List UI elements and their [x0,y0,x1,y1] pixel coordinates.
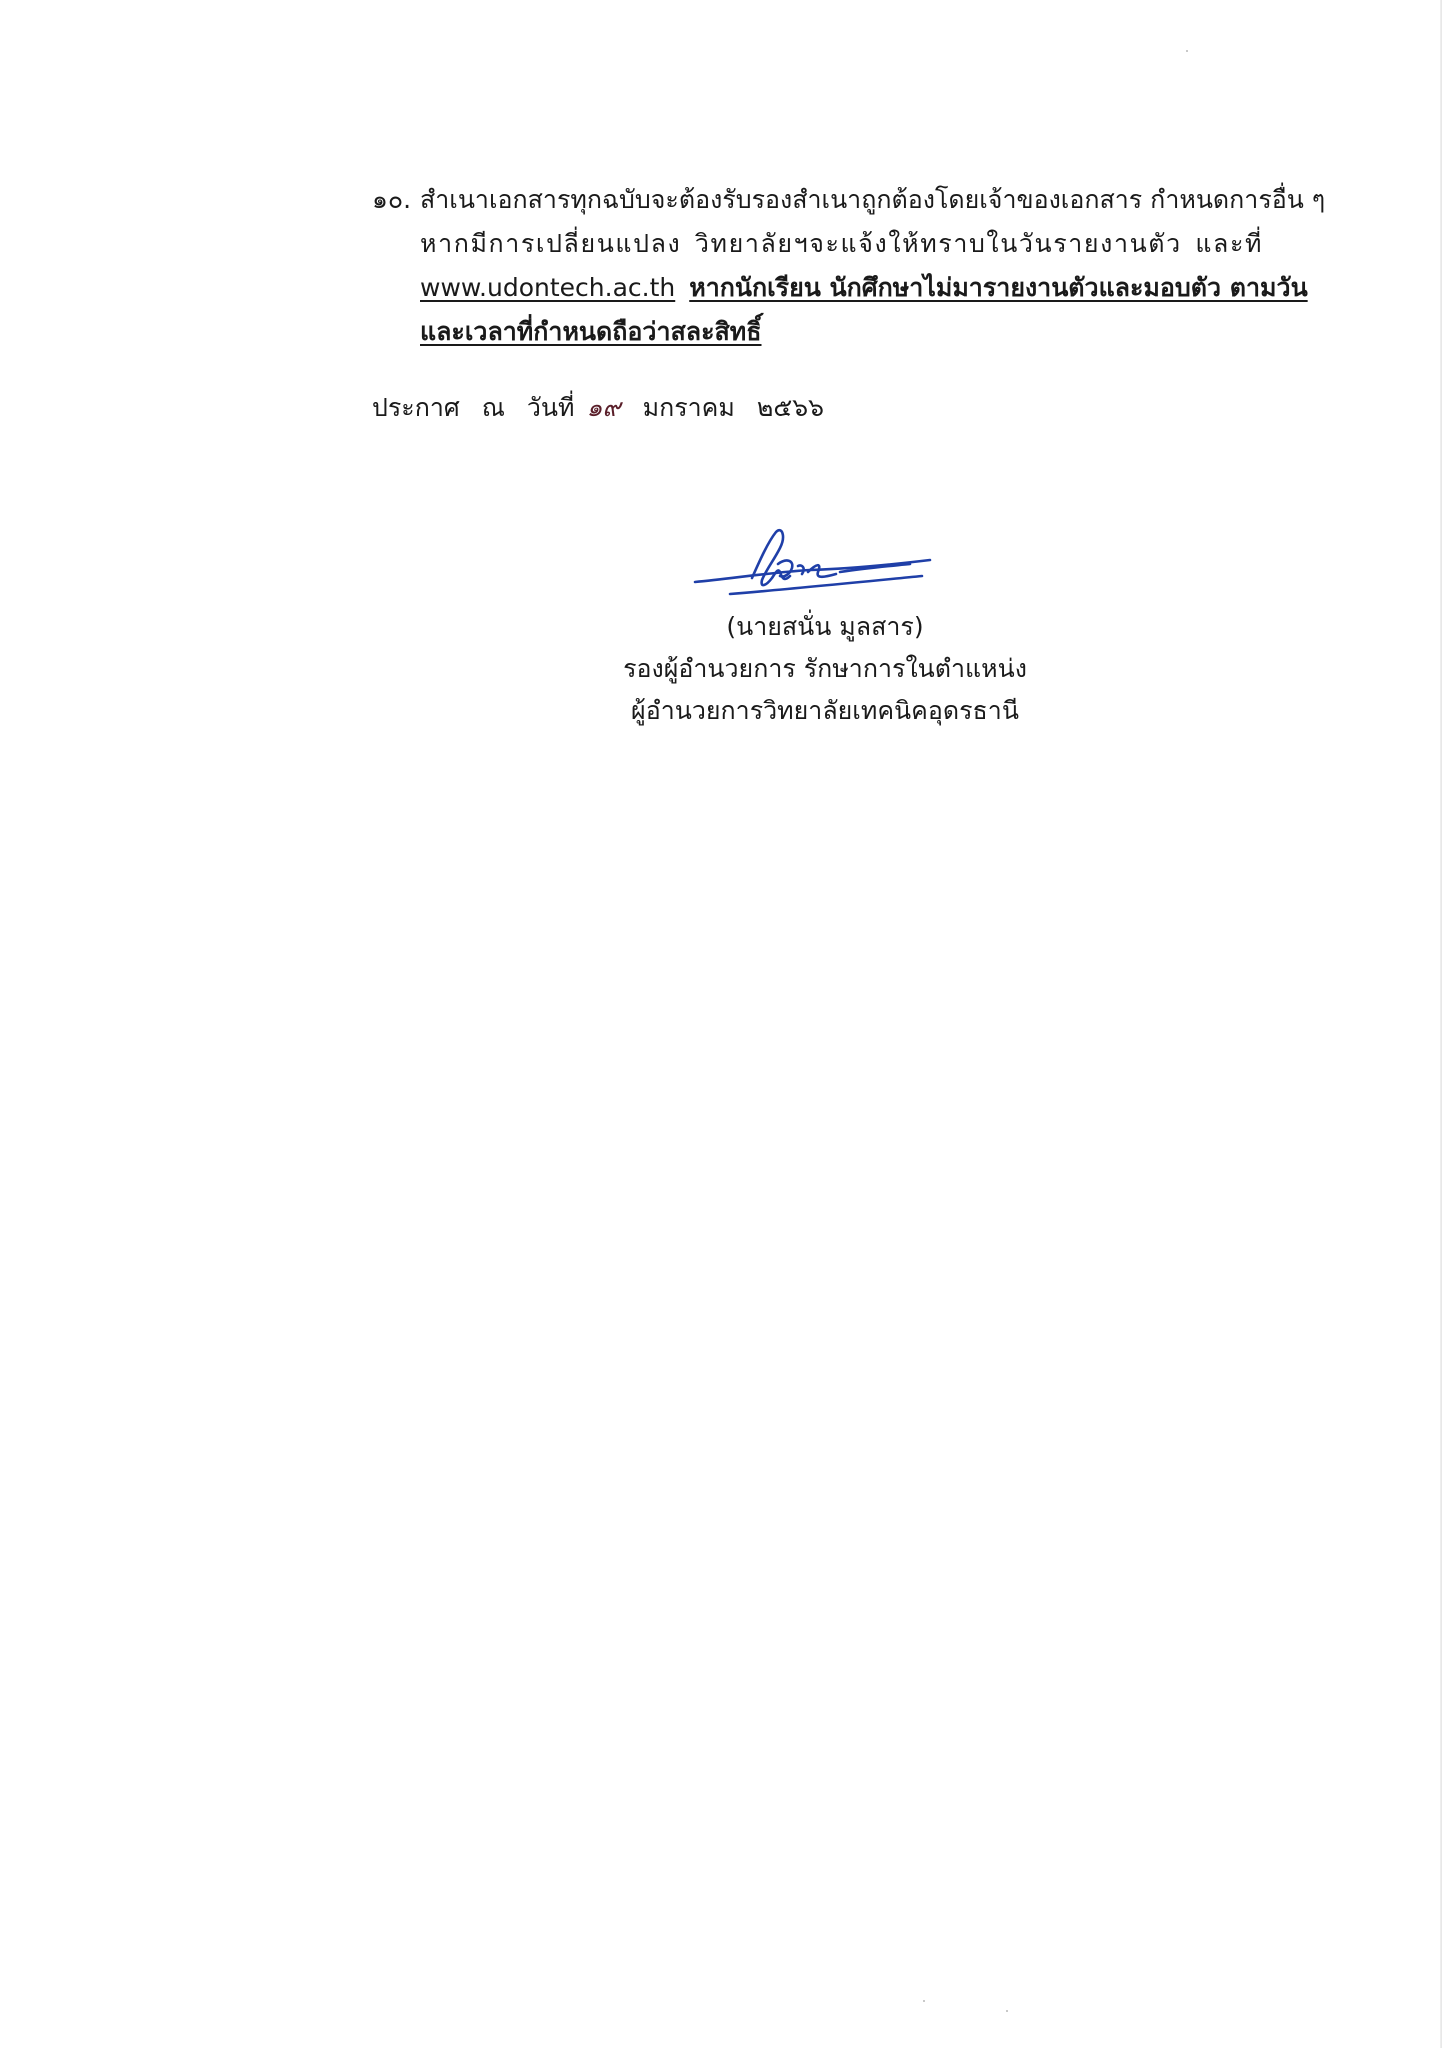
item-number: ๑๐. [372,185,412,214]
forfeit-warning-part-1: หากนักเรียน นักศึกษาไม่มารายงานตัวและมอบตัว ตามวัน [689,273,1308,302]
signatory-position: รองผู้อำนวยการ รักษาการในตำแหน่ง [623,654,1027,683]
signatory-block [600,606,1050,732]
signatory-title: ผู้อำนวยการวิทยาลัยเทคนิคอุดรธานี [631,696,1019,725]
item-line-1: สำเนาเอกสารทุกฉบับจะต้องรับรองสำเนาถูกต้องโดยเจ้าของเอกสาร กำหนดการอื่น ๆ [420,185,1326,214]
scan-speck [1186,50,1188,52]
date-day-label: วันที่ [526,393,575,422]
date-month: มกราคม [642,393,735,422]
date-at: ณ [481,393,505,422]
date-year: ๒๕๖๖ [756,393,824,422]
item-line-4 [420,310,762,354]
website-url: www.udontech.ac.th [420,273,676,302]
item-line-2: หากมีการเปลี่ยนแปลง วิทยาลัยฯจะแจ้งให้ทราบในวันรายงานตัว และที่ [420,229,1264,258]
signatory-name: (นายสนั่น มูลสาร) [726,612,924,641]
item-line-3 [420,266,1308,310]
signature-image [690,520,940,610]
date-day-handwritten: ๑๙ [586,393,621,422]
announcement-date [372,386,838,430]
scan-edge [1440,0,1442,2048]
date-prefix: ประกาศ [372,393,460,422]
scan-speck [923,2000,925,2002]
scan-speck [1006,2010,1008,2012]
forfeit-warning-part-2: และเวลาที่กำหนดถือว่าสละสิทธิ์ [420,317,762,346]
